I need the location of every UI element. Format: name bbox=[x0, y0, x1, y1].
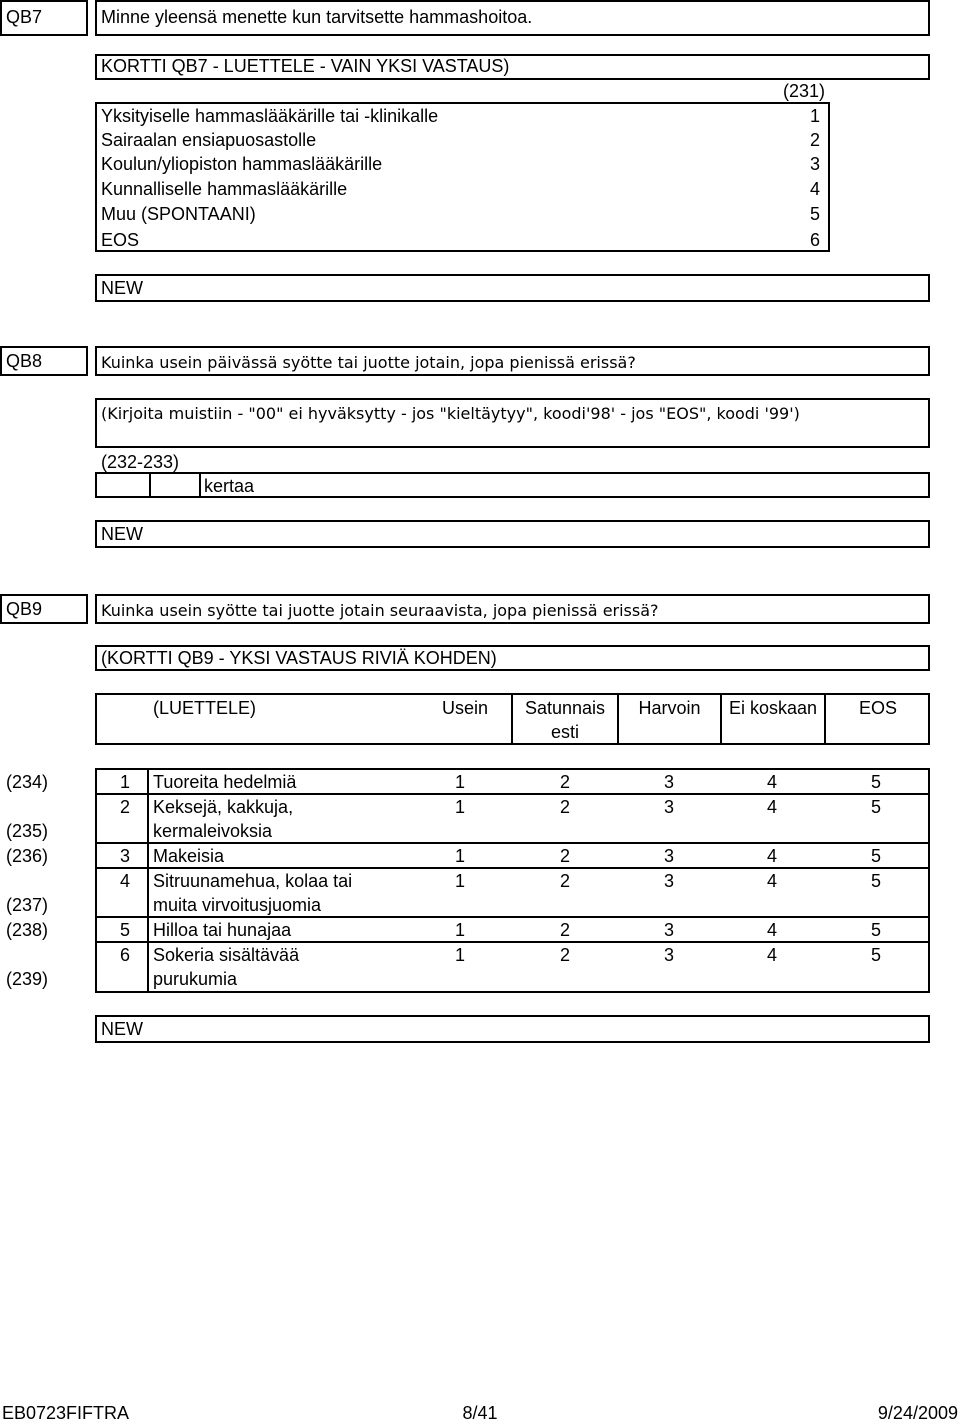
qb9-code-eos[interactable]: 5 bbox=[870, 920, 881, 940]
qb9-code-ei-koskaan[interactable]: 4 bbox=[766, 772, 777, 792]
qb8-answer-cell-1[interactable] bbox=[95, 472, 151, 498]
qb9-code-ei-koskaan[interactable]: 4 bbox=[766, 945, 777, 965]
qb9-grid-divider bbox=[147, 768, 149, 993]
footer-page-number: 8/41 bbox=[462, 1403, 498, 1423]
qb9-row-divider bbox=[95, 867, 930, 869]
qb9-new-box bbox=[95, 1015, 930, 1043]
qb9-row-divider bbox=[95, 916, 930, 918]
qb9-row-divider bbox=[95, 941, 930, 943]
qb8-column-code: (232-233) bbox=[101, 452, 180, 472]
qb9-row-label: Sitruunamehua, kolaa tai bbox=[153, 871, 353, 891]
qb9-header-list: (LUETTELE) bbox=[153, 698, 257, 718]
qb9-row-column-code: (236) bbox=[6, 846, 49, 866]
qb9-code-usein[interactable]: 1 bbox=[454, 945, 465, 965]
qb9-row-column-code: (239) bbox=[6, 969, 49, 989]
qb8-new-label: NEW bbox=[101, 524, 143, 544]
qb9-code-eos[interactable]: 5 bbox=[870, 945, 881, 965]
qb7-option-label: Muu (SPONTAANI) bbox=[101, 204, 256, 224]
qb9-row-number: 4 bbox=[119, 871, 130, 891]
qb9-code-harvoin[interactable]: 3 bbox=[663, 871, 674, 891]
qb7-new-label: NEW bbox=[101, 278, 143, 298]
qb9-header-ei-koskaan: Ei koskaan bbox=[728, 698, 818, 718]
qb7-question: Minne yleensä menette kun tarvitsette hammashoitoa. bbox=[101, 7, 533, 27]
qb9-code-harvoin[interactable]: 3 bbox=[663, 846, 674, 866]
qb9-code-satunnaisesti[interactable]: 2 bbox=[559, 772, 570, 792]
qb9-code-harvoin[interactable]: 3 bbox=[663, 945, 674, 965]
qb9-row-label-cont: kermaleivoksia bbox=[153, 821, 273, 841]
qb7-new-box bbox=[95, 274, 930, 302]
qb9-code-usein[interactable]: 1 bbox=[454, 772, 465, 792]
qb9-header-usein: Usein bbox=[441, 698, 488, 718]
qb9-new-label: NEW bbox=[101, 1019, 143, 1039]
qb7-instruction: KORTTI QB7 - LUETTELE - VAIN YKSI VASTAUS) bbox=[101, 56, 510, 76]
qb9-question: Kuinka usein syötte tai juotte jotain seuraavista, jopa pienissä erissä? bbox=[101, 601, 659, 620]
qb9-code-usein[interactable]: 1 bbox=[454, 797, 465, 817]
qb9-row-number: 3 bbox=[119, 846, 130, 866]
qb8-code: QB8 bbox=[6, 351, 43, 371]
qb9-header-harvoin: Harvoin bbox=[638, 698, 701, 718]
qb9-row-column-code: (238) bbox=[6, 920, 49, 940]
qb9-row-number: 1 bbox=[119, 772, 130, 792]
qb8-instruction: (Kirjoita muistiin - "00" ei hyväksytty - jos "kieltäytyy", koodi'98' - jos "EOS", koodi '99') bbox=[101, 404, 800, 423]
qb7-option-code: 1 bbox=[809, 106, 820, 126]
qb7-option-code: 3 bbox=[809, 154, 820, 174]
qb9-row-column-code: (235) bbox=[6, 821, 49, 841]
qb7-option-code: 2 bbox=[809, 130, 820, 150]
qb9-code: QB9 bbox=[6, 599, 43, 619]
qb9-row-number: 2 bbox=[119, 797, 130, 817]
qb8-unit: kertaa bbox=[204, 476, 255, 496]
qb9-code-eos[interactable]: 5 bbox=[870, 871, 881, 891]
qb9-row-number: 6 bbox=[119, 945, 130, 965]
qb9-code-ei-koskaan[interactable]: 4 bbox=[766, 871, 777, 891]
qb9-code-ei-koskaan[interactable]: 4 bbox=[766, 797, 777, 817]
qb9-row-divider bbox=[95, 793, 930, 795]
qb9-code-harvoin[interactable]: 3 bbox=[663, 920, 674, 940]
qb9-code-usein[interactable]: 1 bbox=[454, 871, 465, 891]
qb9-code-harvoin[interactable]: 3 bbox=[663, 797, 674, 817]
qb9-row-number: 5 bbox=[119, 920, 130, 940]
qb8-new-box bbox=[95, 520, 930, 548]
qb9-instruction: (KORTTI QB9 - YKSI VASTAUS RIVIÄ KOHDEN) bbox=[101, 648, 497, 668]
qb7-option-label: EOS bbox=[101, 230, 140, 250]
qb9-code-satunnaisesti[interactable]: 2 bbox=[559, 797, 570, 817]
qb7-code: QB7 bbox=[6, 7, 43, 27]
qb9-row-label: Makeisia bbox=[153, 846, 225, 866]
qb9-code-harvoin[interactable]: 3 bbox=[663, 772, 674, 792]
qb9-code-ei-koskaan[interactable]: 4 bbox=[766, 846, 777, 866]
qb7-option-code: 6 bbox=[809, 230, 820, 250]
qb9-code-satunnaisesti[interactable]: 2 bbox=[559, 920, 570, 940]
qb8-answer-cell-2[interactable] bbox=[149, 472, 201, 498]
qb9-row-column-code: (237) bbox=[6, 895, 49, 915]
qb9-row-label: Hilloa tai hunajaa bbox=[153, 920, 292, 940]
qb7-option-label: Kunnalliselle hammaslääkärille bbox=[101, 179, 348, 199]
qb9-code-satunnaisesti[interactable]: 2 bbox=[559, 871, 570, 891]
qb9-code-eos[interactable]: 5 bbox=[870, 846, 881, 866]
footer-doc-id: EB0723FIFTRA bbox=[2, 1403, 130, 1423]
qb8-question: Kuinka usein päivässä syötte tai juotte jotain, jopa pienissä erissä? bbox=[101, 353, 636, 372]
qb9-header-eos: EOS bbox=[858, 698, 897, 718]
qb9-header-satunnaisesti: Satunnais bbox=[524, 698, 606, 718]
qb9-code-usein[interactable]: 1 bbox=[454, 920, 465, 940]
qb9-row-divider bbox=[95, 842, 930, 844]
qb7-option-label: Sairaalan ensiapuosastolle bbox=[101, 130, 317, 150]
qb9-code-satunnaisesti[interactable]: 2 bbox=[559, 945, 570, 965]
qb9-row-label: Sokeria sisältävää bbox=[153, 945, 300, 965]
qb9-code-usein[interactable]: 1 bbox=[454, 846, 465, 866]
qb9-row-label: Keksejä, kakkuja, bbox=[153, 797, 294, 817]
qb9-header-satunnaisesti-2: esti bbox=[550, 722, 579, 742]
qb9-row-column-code: (234) bbox=[6, 772, 49, 792]
qb9-row-label: Tuoreita hedelmiä bbox=[153, 772, 297, 792]
qb7-option-label: Koulun/yliopiston hammaslääkärille bbox=[101, 154, 383, 174]
qb8-unit-box bbox=[199, 472, 930, 498]
qb9-row-label-cont: muita virvoitusjuomia bbox=[153, 895, 322, 915]
qb9-row-label-cont: purukumia bbox=[153, 969, 238, 989]
qb7-option-code: 4 bbox=[809, 179, 820, 199]
qb9-code-eos[interactable]: 5 bbox=[870, 772, 881, 792]
qb7-option-label: Yksityiselle hammaslääkärille tai -klinikalle bbox=[101, 106, 439, 126]
qb7-option-code: 5 bbox=[809, 204, 820, 224]
qb9-code-ei-koskaan[interactable]: 4 bbox=[766, 920, 777, 940]
qb9-code-eos[interactable]: 5 bbox=[870, 797, 881, 817]
footer-date: 9/24/2009 bbox=[877, 1403, 958, 1423]
qb7-column-code: (231) bbox=[782, 81, 825, 101]
qb9-code-satunnaisesti[interactable]: 2 bbox=[559, 846, 570, 866]
